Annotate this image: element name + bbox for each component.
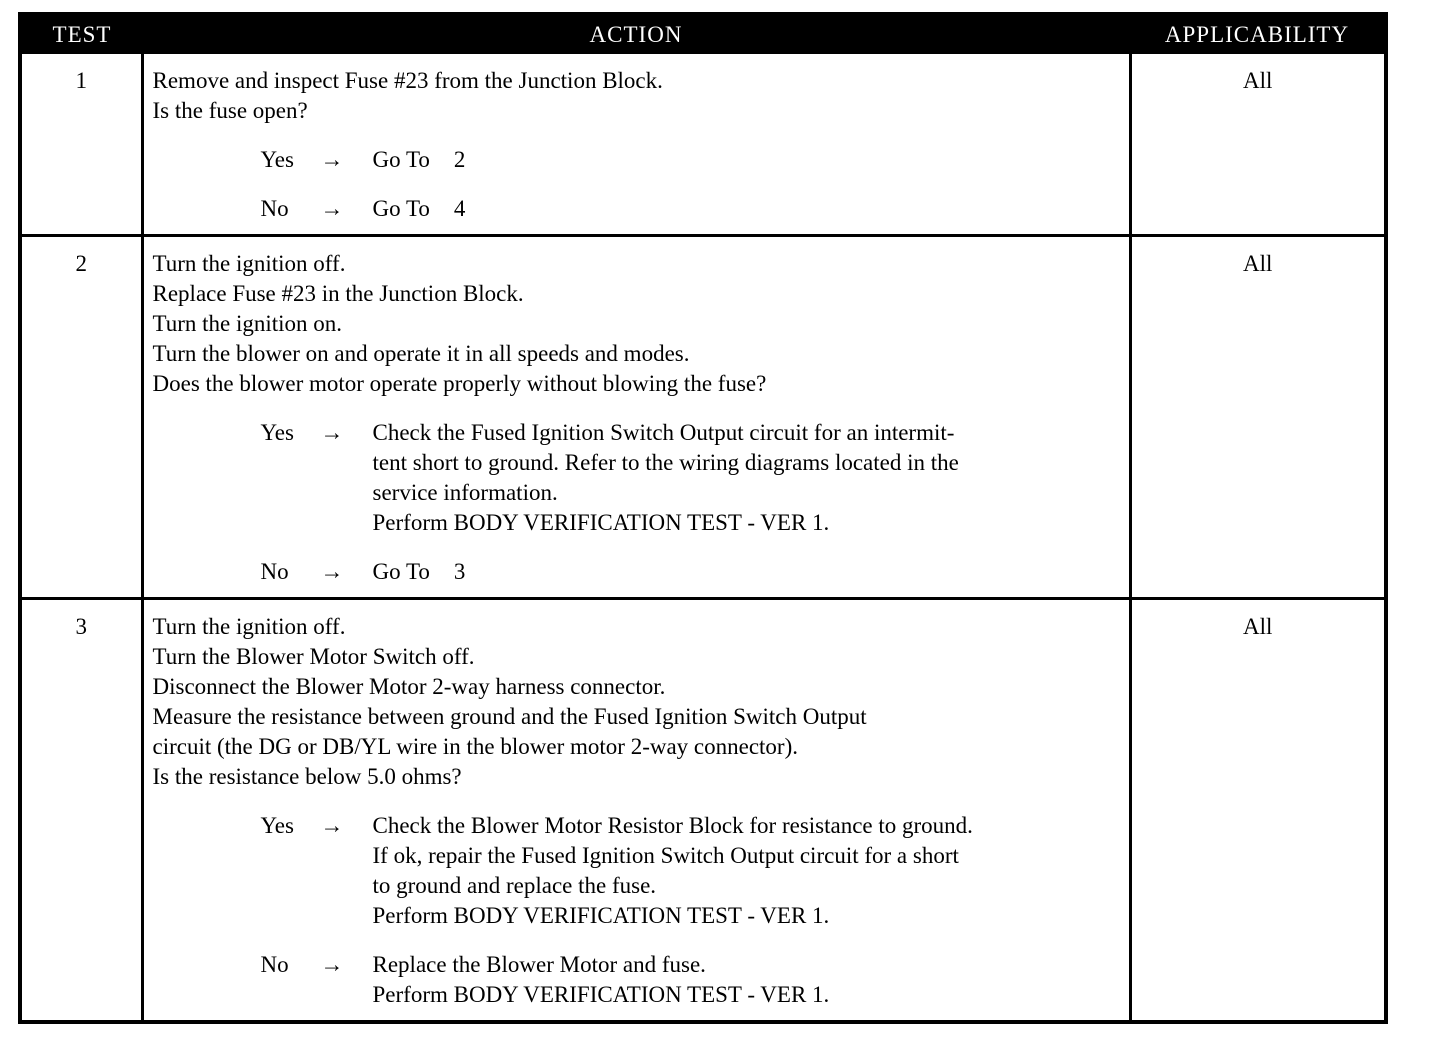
instruction-line: to ground and replace the fuse. [372,873,657,898]
arrow-icon: → [320,147,344,172]
goto-instruction [373,145,1121,175]
instruction-line: Perform BODY VERIFICATION TEST - VER 1. [372,510,830,535]
result-no [153,950,1121,1010]
table-row [20,236,1386,599]
arrow-icon: → [320,420,344,445]
action-step: Turn the blower on and operate it in all speeds and modes. [152,341,690,366]
table-row [20,54,1386,236]
action-step: Is the resistance below 5.0 ohms? [152,764,462,789]
instruction-line: Perform BODY VERIFICATION TEST - VER 1. [372,982,830,1007]
action-step: Turn the Blower Motor Switch off. [152,644,475,669]
instruction-line: If ok, repair the Fused Ignition Switch Output circuit for a short [372,843,959,868]
test-number: 1 [20,54,142,236]
result-yes [153,145,1121,175]
header-test: TEST [20,14,142,54]
goto-label: Go To [372,147,430,172]
action-step: Remove and inspect Fuse #23 from the Junction Block. [152,68,663,93]
result-instructions [373,950,1121,1010]
action-step: Measure the resistance between ground and the Fused Ignition Switch Output [152,704,867,729]
arrow-icon: → [320,952,344,977]
goto-target: 4 [453,196,466,221]
result-branches [153,811,1121,1010]
action-step: Turn the ignition off. [152,614,346,639]
goto-label: Go To [372,196,430,221]
result-instructions [373,418,1121,538]
action-step: Turn the ignition off. [152,251,346,276]
answer-label: Yes [260,420,294,445]
instruction-line: service information. [372,480,558,505]
result-branches [153,418,1121,587]
arrow-icon: → [320,813,344,838]
goto-instruction [373,194,1121,224]
result-no [153,194,1121,224]
applicability-value: All [1130,54,1386,236]
action-cell [142,236,1130,599]
answer-label: Yes [260,147,294,172]
arrow-icon: → [320,559,344,584]
action-step: Turn the ignition on. [152,311,343,336]
result-no [153,557,1121,587]
diagnostic-test-table [18,12,1388,1024]
header-action: ACTION [142,14,1130,54]
action-step: circuit (the DG or DB/YL wire in the blower motor 2-way connector). [152,734,799,759]
table-header-row [20,14,1386,54]
applicability-value: All [1130,236,1386,599]
header-applicability: APPLICABILITY [1130,14,1386,54]
applicability-value: All [1130,599,1386,1023]
result-yes [153,811,1121,931]
table-row [20,599,1386,1023]
goto-target: 3 [453,559,466,584]
arrow-icon: → [320,196,344,221]
result-instructions [373,811,1121,931]
answer-label: No [260,559,289,584]
test-number: 3 [20,599,142,1023]
result-branches [153,145,1121,224]
action-step: Replace Fuse #23 in the Junction Block. [152,281,524,306]
answer-label: Yes [260,813,294,838]
goto-instruction [373,557,1121,587]
answer-label: No [260,952,289,977]
goto-target: 2 [453,147,466,172]
action-cell [142,54,1130,236]
action-step: Disconnect the Blower Motor 2-way harness connector. [152,674,666,699]
instruction-line: Check the Fused Ignition Switch Output circuit for an intermit- [372,420,955,445]
instruction-line: Check the Blower Motor Resistor Block for resistance to ground. [372,813,973,838]
action-step: Does the blower motor operate properly without blowing the fuse? [152,371,767,396]
test-number: 2 [20,236,142,599]
action-step: Is the fuse open? [152,98,308,123]
action-cell [142,599,1130,1023]
answer-label: No [260,196,289,221]
goto-label: Go To [372,559,430,584]
result-yes [153,418,1121,538]
instruction-line: tent short to ground. Refer to the wiring diagrams located in the [372,450,959,475]
instruction-line: Replace the Blower Motor and fuse. [372,952,706,977]
diagnostic-test-table-container [18,12,1384,1016]
instruction-line: Perform BODY VERIFICATION TEST - VER 1. [372,903,830,928]
